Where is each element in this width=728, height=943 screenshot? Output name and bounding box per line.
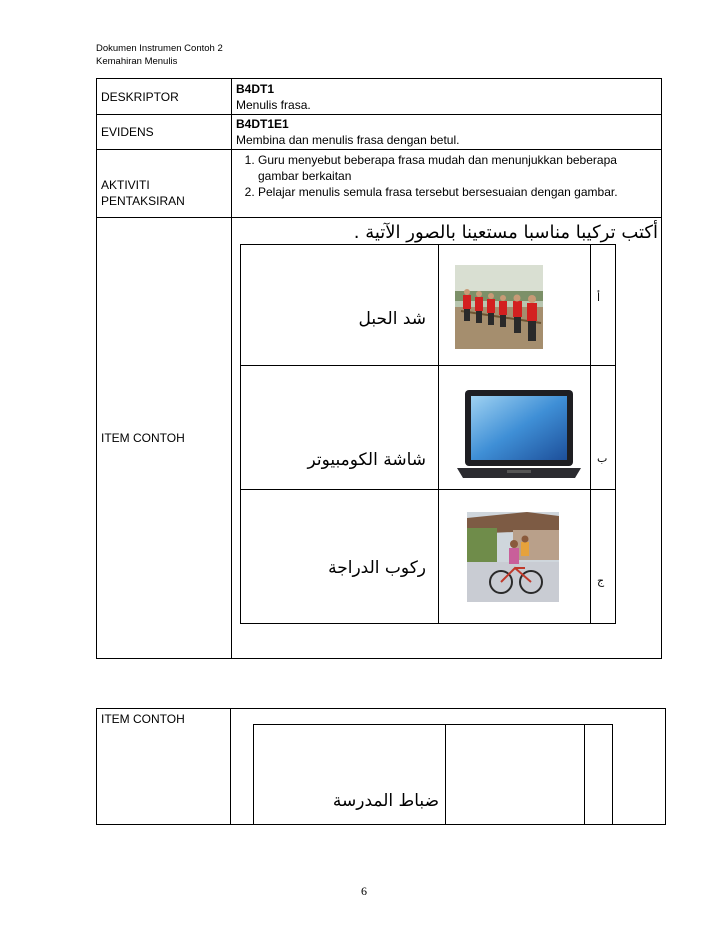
item-letter: أ <box>597 291 601 304</box>
phrase-cell <box>241 245 439 365</box>
image-cell <box>439 490 591 623</box>
aktiviti-cell <box>232 150 662 218</box>
laptop-photo-icon <box>457 388 581 480</box>
deskriptor-label: DESKRIPTOR <box>97 79 232 115</box>
activity-list <box>236 152 657 200</box>
arabic-phrase: ركوب الدراجة <box>328 558 426 578</box>
evidens-text: Membina dan menulis frasa dengan betul. <box>236 133 460 147</box>
second-exercise-table <box>253 724 613 825</box>
page-number: 6 <box>361 884 367 898</box>
item-letter: ب <box>597 452 608 465</box>
arabic-phrase: شاشة الكومبيوتر <box>307 450 426 470</box>
header-line-1: Dokumen Instrumen Contoh 2 <box>96 43 223 54</box>
aktiviti-label-line-2: PENTAKSIRAN <box>101 194 185 208</box>
aktiviti-label-line-1: AKTIVITI <box>101 178 150 192</box>
evidens-code: B4DT1E1 <box>236 117 289 131</box>
letter-cell <box>585 725 612 825</box>
image-cell <box>446 725 585 825</box>
deskriptor-code: B4DT1 <box>236 81 275 96</box>
letter-cell <box>591 366 615 489</box>
deskriptor-cell <box>232 79 662 115</box>
item-letter: ج <box>597 574 605 587</box>
item-contoh-label-2: ITEM CONTOH <box>97 709 231 824</box>
image-cell <box>439 366 591 489</box>
page-header <box>96 42 223 68</box>
arabic-instruction: أكتب تركيبا مناسبا مستعينا بالصور الآتية . <box>353 222 658 243</box>
activity-item: 2. Pelajar menulis semula frasa tersebut bersesuaian dengan gambar. <box>258 184 657 200</box>
evidens-cell <box>232 115 662 150</box>
header-line-2: Kemahiran Menulis <box>96 56 178 67</box>
phrase-cell <box>254 725 446 825</box>
exercise-row <box>241 490 615 623</box>
arabic-phrase: ضباط المدرسة <box>332 791 439 811</box>
exercise-table <box>240 244 616 624</box>
phrase-cell <box>241 366 439 489</box>
exercise-row <box>241 245 615 366</box>
image-cell <box>439 245 591 365</box>
letter-cell <box>591 245 615 365</box>
aktiviti-label <box>97 150 232 218</box>
tug-of-war-photo-icon <box>455 265 543 349</box>
cycling-photo-icon <box>467 512 559 602</box>
letter-cell <box>591 490 615 623</box>
evidens-label: EVIDENS <box>97 115 232 150</box>
arabic-phrase: شد الحبل <box>358 309 426 329</box>
item-contoh-label: ITEM CONTOH <box>97 218 232 659</box>
exercise-row <box>241 366 615 490</box>
activity-item: 1. Guru menyebut beberapa frasa mudah dan menunjukkan beberapa gambar berkaitan <box>258 152 657 184</box>
phrase-cell <box>241 490 439 623</box>
deskriptor-text: Menulis frasa. <box>236 97 311 112</box>
